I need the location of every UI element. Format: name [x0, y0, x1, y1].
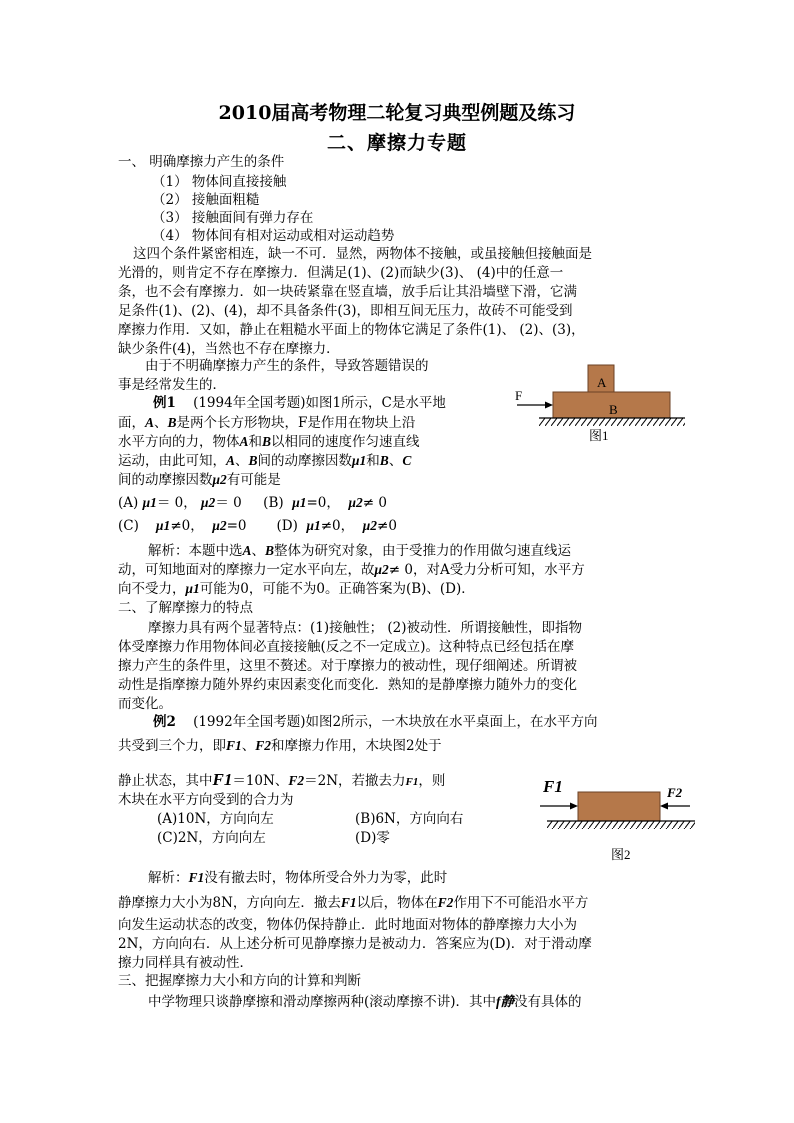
label-f1: F1 — [543, 777, 563, 796]
figure-2 — [535, 772, 705, 864]
label-f: F — [515, 388, 523, 403]
section1-heading: 一、 明确摩擦力产生的条件 — [118, 154, 285, 170]
arrow-head-icon — [660, 803, 668, 810]
section2-heading: 二、了解摩擦力的特点 — [118, 600, 253, 616]
example2-line: 共受到三个力，即F1、F2和摩擦力作用，木块图2处于 — [118, 738, 442, 754]
paragraph-line: 光滑的，则肯定不存在摩擦力．但满足(1)、(2)而缺少(3)、 (4)中的任意一 — [118, 265, 564, 281]
analysis-line: 向发生运动状态的改变，物体仍保持静止．此时地面对物体的静摩擦力大小为 — [118, 917, 577, 933]
analysis-line: 静摩擦力大小为8N，方向向左．撤去F1以后，物体在F2作用下不可能沿水平方 — [118, 895, 589, 911]
example1-line: 运动，由此可知，A、B间的动摩擦因数μ1和B、C — [118, 453, 412, 469]
example1-line: 例1 (1994年全国考题)如图1所示，C是水平地 — [153, 395, 446, 411]
paragraph-line: 足条件(1)、(2)、(4)，却不具备条件(3)，即相互间无压力，故砖不可能受到 — [118, 303, 573, 319]
analysis-line: 解析：本题中选A、B整体为研究对象，由于受推力的作用做匀速直线运 — [148, 543, 572, 559]
condition-item: （1） 物体间直接接触 — [152, 174, 287, 190]
label-a: A — [597, 375, 607, 390]
arrow-head-icon — [545, 402, 553, 409]
paragraph-line: 条，也不会有摩擦力．如一块砖紧靠在竖直墙，放手后让其沿墙壁下滑，它满 — [118, 284, 577, 300]
paragraph-line: 事是经常发生的． — [118, 377, 226, 393]
condition-item: （4） 物体间有相对运动或相对运动趋势 — [152, 228, 395, 244]
paragraph-line: 缺少条件(4)，当然也不存在摩擦力． — [118, 341, 340, 357]
ground-hatch — [539, 418, 685, 426]
paragraph-line: 摩擦力具有两个显著特点：(1)接触性； (2)被动性．所谓接触性，即指物 — [148, 620, 583, 636]
condition-item: （3） 接触面间有弹力存在 — [152, 210, 314, 226]
example2-option: (B)6N，方向向右 — [355, 811, 464, 827]
paragraph-line: 动性是指摩擦力随外界约束因素变化而变化．熟知的是静摩擦力随外力的变化 — [118, 677, 577, 693]
example1-options-row: (C) μ1≠0， μ2=0 (D) μ1≠0， μ2≠0 — [118, 518, 397, 534]
analysis-line: 动，可知地面对的摩擦力一定水平向左，故μ2≠ 0，对A受力分析可知，水平方 — [118, 562, 585, 578]
figure-1 — [515, 362, 690, 442]
example1-line: 间的动摩擦因数μ2有可能是 — [118, 472, 281, 488]
figure-1-caption: 图1 — [589, 428, 609, 443]
example2-line: 例2 (1992年全国考题)如图2所示，一木块放在水平桌面上，在水平方向 — [153, 714, 598, 730]
example1-line: 面，A、B是两个长方形物块，F是作用在物块上沿 — [118, 415, 416, 431]
paragraph-line: 体受摩擦力作用物体间必直接接触(反之不一定成立)。这种特点已经包括在摩 — [118, 639, 575, 655]
analysis-line: 解析：F1没有撤去时，物体所受合外力为零，此时 — [148, 870, 448, 886]
condition-item: （2） 接触面粗糙 — [152, 192, 260, 208]
example2-line: 静止状态，其中F1＝10N、F2＝2N，若撤去力F1，则 — [118, 770, 446, 789]
example2-option: (A)10N，方向向左 — [157, 811, 274, 827]
example1-line: 水平方向的力，物体A和B以相同的速度作匀速直线 — [118, 434, 420, 450]
document-title: 2010届高考物理二轮复习典型例题及练习 — [218, 102, 576, 124]
paragraph-line: 由于不明确摩擦力产生的条件，导致答题错误的 — [145, 358, 429, 374]
arrow-head-icon — [570, 803, 578, 810]
label-b: B — [609, 402, 618, 417]
wood-block — [578, 792, 660, 821]
example1-options-row: (A) μ1＝ 0， μ2＝ 0 (B) μ1=0， μ2≠ 0 — [118, 495, 387, 511]
analysis-line: 向不受力，μ1可能为0，可能不为0。正确答案为(B)、(D)． — [118, 581, 475, 597]
document-subtitle: 二、摩擦力专题 — [326, 132, 467, 154]
paragraph-line: 摩擦力作用．又如，静止在粗糙水平面上的物体它满足了条件(1)、 (2)、(3)， — [118, 322, 585, 338]
section3-heading: 三、把握摩擦力大小和方向的计算和判断 — [118, 973, 361, 989]
paragraph-line: 擦力产生的条件里，这里不赘述。对于摩擦力的被动性，现仔细阐述。所谓被 — [118, 658, 577, 674]
paragraph-line: 这四个条件紧密相连，缺一不可．显然，两物体不接触，或虽接触但接触面是 — [133, 246, 592, 262]
analysis-line: 擦力同样具有被动性． — [118, 955, 253, 971]
analysis-line: 2N，方向向右．从上述分析可见静摩擦力是被动力．答案应为(D)．对于滑动摩 — [118, 936, 592, 952]
example2-option: (D)零 — [355, 830, 390, 846]
table-hatch — [547, 821, 695, 829]
example2-line: 木块在水平方向受到的合力为 — [118, 792, 294, 808]
paragraph-line: 中学物理只谈静摩擦和滑动摩擦两种(滚动摩擦不讲)．其中f静没有具体的 — [148, 994, 582, 1010]
label-f2: F2 — [667, 785, 683, 800]
figure-2-caption: 图2 — [611, 847, 631, 862]
paragraph-line: 而变化。 — [118, 696, 172, 712]
example2-option: (C)2N，方向向左 — [157, 830, 266, 846]
